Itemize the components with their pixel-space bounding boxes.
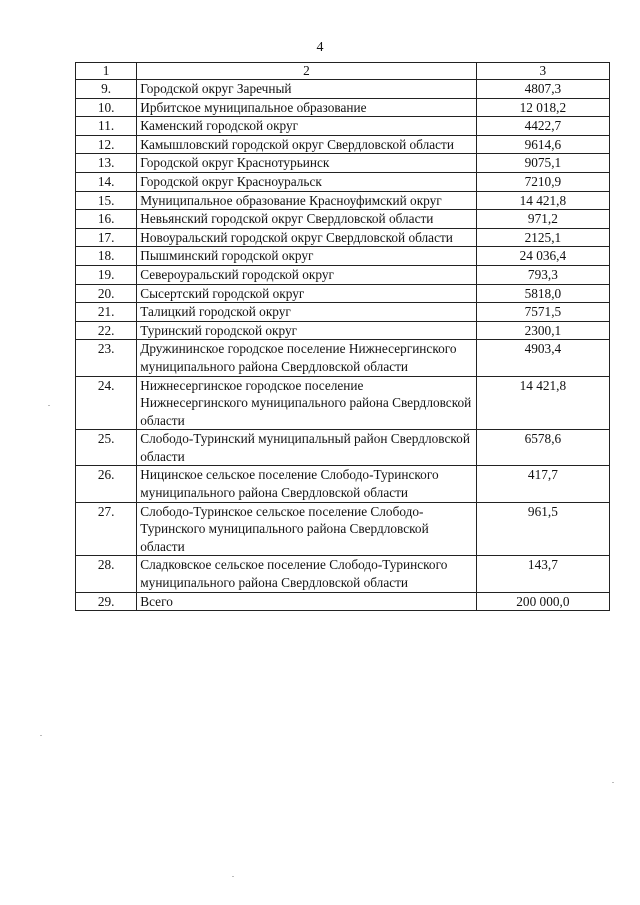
table-row [76, 303, 610, 322]
row-municipality-name: Нижнесергинское городское поселение Нижнесергинского муниципального района Свердловской области [137, 376, 477, 430]
row-municipality-name: Туринский городской округ [137, 321, 477, 340]
page-number: 4 [316, 40, 324, 55]
table-body [76, 63, 610, 611]
row-amount: 417,7 [476, 466, 609, 502]
row-amount: 24 036,4 [476, 247, 609, 266]
table-row [76, 376, 610, 430]
table-row [76, 117, 610, 136]
row-amount: 200 000,0 [476, 592, 609, 611]
row-number: 13. [76, 154, 137, 173]
row-municipality-name: Невьянский городской округ Свердловской области [137, 210, 477, 229]
row-amount: 5818,0 [476, 284, 609, 303]
row-number: 16. [76, 210, 137, 229]
row-municipality-name: Сысертский городской округ [137, 284, 477, 303]
row-amount: 961,5 [476, 502, 609, 556]
row-amount: 143,7 [476, 556, 609, 592]
row-number: 18. [76, 247, 137, 266]
row-number: 25. [76, 430, 137, 466]
row-municipality-name: Городской округ Красноуральск [137, 172, 477, 191]
row-municipality-name: Талицкий городской округ [137, 303, 477, 322]
row-municipality-name: Североуральский городской округ [137, 265, 477, 284]
row-number: 12. [76, 135, 137, 154]
row-municipality-name: Сладковское сельское поселение Слободо-Туринского муниципального района Свердловской области [137, 556, 477, 592]
header-col-2: 2 [137, 63, 477, 80]
table-row [76, 210, 610, 229]
table-row [76, 430, 610, 466]
table-row [76, 265, 610, 284]
scan-speck [232, 876, 234, 877]
row-amount: 2125,1 [476, 228, 609, 247]
table-row [76, 191, 610, 210]
row-municipality-name: Всего [137, 592, 477, 611]
table-row [76, 284, 610, 303]
table-row [76, 340, 610, 376]
row-amount: 9614,6 [476, 135, 609, 154]
row-municipality-name: Городской округ Краснотурьинск [137, 154, 477, 173]
row-number: 26. [76, 466, 137, 502]
row-municipality-name: Камышловский городской округ Свердловской области [137, 135, 477, 154]
row-amount: 4807,3 [476, 80, 609, 99]
table-row [76, 228, 610, 247]
table-row [76, 80, 610, 99]
scan-speck [48, 405, 50, 406]
row-municipality-name: Муниципальное образование Красноуфимский округ [137, 191, 477, 210]
row-amount: 971,2 [476, 210, 609, 229]
table-row [76, 321, 610, 340]
row-municipality-name: Дружининское городское поселение Нижнесергинского муниципального района Свердловской области [137, 340, 477, 376]
row-municipality-name: Ирбитское муниципальное образование [137, 98, 477, 117]
row-number: 20. [76, 284, 137, 303]
row-number: 17. [76, 228, 137, 247]
row-amount: 14 421,8 [476, 191, 609, 210]
table-header-row [76, 63, 610, 80]
row-amount: 4422,7 [476, 117, 609, 136]
header-col-1: 1 [76, 63, 137, 80]
table-row [76, 135, 610, 154]
row-number: 22. [76, 321, 137, 340]
row-number: 9. [76, 80, 137, 99]
row-municipality-name: Слободо-Туринское сельское поселение Слободо-Туринского муниципального района Свердловской области [137, 502, 477, 556]
scan-speck [40, 735, 42, 736]
row-number: 28. [76, 556, 137, 592]
table-row [76, 556, 610, 592]
row-municipality-name: Каменский городской округ [137, 117, 477, 136]
row-number: 23. [76, 340, 137, 376]
row-number: 10. [76, 98, 137, 117]
row-number: 24. [76, 376, 137, 430]
row-number: 14. [76, 172, 137, 191]
row-number: 27. [76, 502, 137, 556]
table-row [76, 466, 610, 502]
row-amount: 2300,1 [476, 321, 609, 340]
row-amount: 793,3 [476, 265, 609, 284]
table-row [76, 172, 610, 191]
row-number: 15. [76, 191, 137, 210]
row-number: 29. [76, 592, 137, 611]
row-municipality-name: Новоуральский городской округ Свердловской области [137, 228, 477, 247]
row-amount: 7210,9 [476, 172, 609, 191]
allocation-table [75, 62, 610, 611]
table-row [76, 592, 610, 611]
row-amount: 12 018,2 [476, 98, 609, 117]
header-col-3: 3 [476, 63, 609, 80]
row-municipality-name: Пышминский городской округ [137, 247, 477, 266]
row-number: 11. [76, 117, 137, 136]
table-row [76, 98, 610, 117]
row-amount: 6578,6 [476, 430, 609, 466]
row-amount: 7571,5 [476, 303, 609, 322]
row-municipality-name: Слободо-Туринский муниципальный район Свердловской области [137, 430, 477, 466]
scan-speck [612, 782, 614, 783]
row-amount: 9075,1 [476, 154, 609, 173]
row-amount: 4903,4 [476, 340, 609, 376]
table-row [76, 154, 610, 173]
row-municipality-name: Ницинское сельское поселение Слободо-Туринского муниципального района Свердловской области [137, 466, 477, 502]
row-municipality-name: Городской округ Заречный [137, 80, 477, 99]
row-number: 21. [76, 303, 137, 322]
table-row [76, 247, 610, 266]
table-row [76, 502, 610, 556]
row-amount: 14 421,8 [476, 376, 609, 430]
row-number: 19. [76, 265, 137, 284]
